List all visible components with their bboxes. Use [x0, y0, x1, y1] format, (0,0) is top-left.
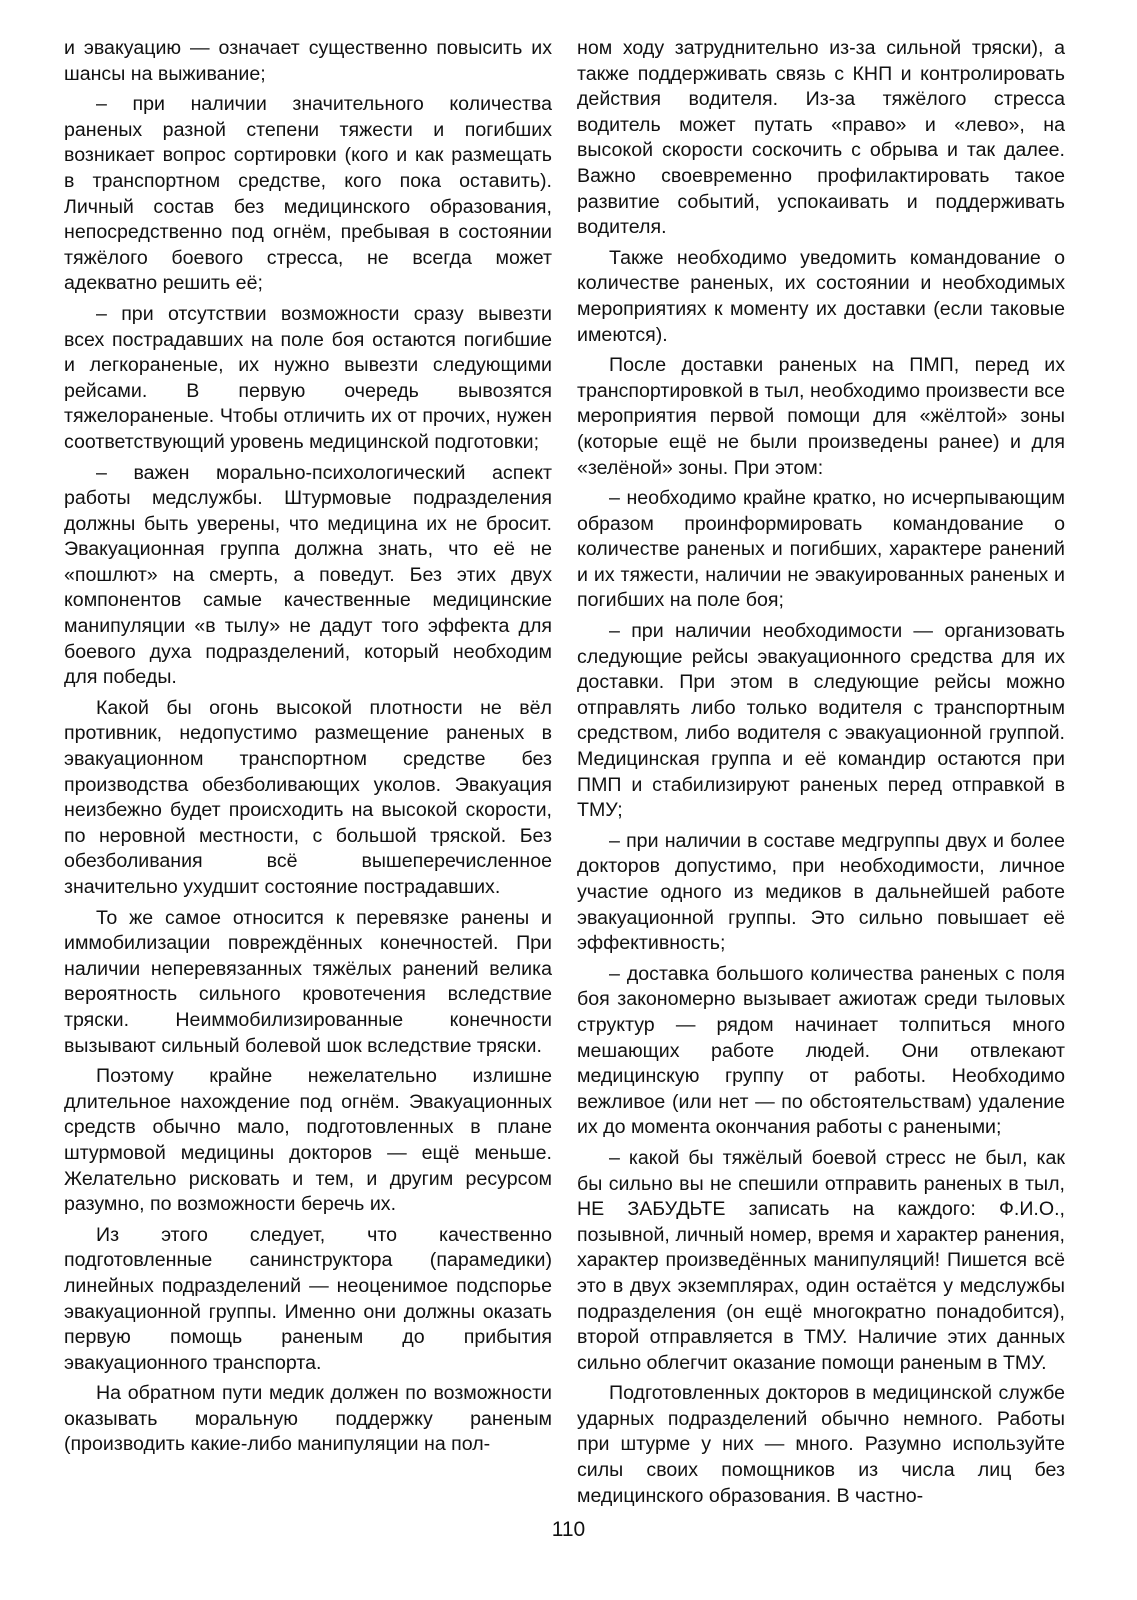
- paragraph: – при наличии значительного количества раненых разной степени тяжести и погибших возникает вопрос сортировки (кого и как размещать в транспортном средстве, кого пока оставить). Личный состав без медицинского образования, непосредственно под огнём, пребывая в состоянии тяжёлого боевого стресса, не всегда может адекватно решить её;: [64, 93, 552, 295]
- paragraph: После доставки раненых на ПМП, перед их транспортировкой в тыл, необходимо произвести все мероприятия первой помощи для «жёлтой» зоны (которые ещё не были произведены ранее) и для «зелёной» зоны. При этом:: [577, 354, 1065, 479]
- paragraph: – при наличии необходимости — организовать следующие рейсы эвакуационного средства для их доставки. При этом в следующие рейсы можно отправлять либо только водителя с транспортным средством, либо водителя с эвакуационной группой. Медицинская группа и её командир остаются при ПМП и стабилизируют раненых перед отправкой в ТМУ;: [577, 620, 1065, 822]
- paragraph: Также необходимо уведомить командование о количестве раненых, их состоянии и необходимых мероприятиях к моменту их доставки (если таковые имеются).: [577, 246, 1065, 346]
- paragraph: и эвакуацию — означает существенно повысить их шансы на выживание;: [64, 37, 552, 85]
- paragraph: – при наличии в составе медгруппы двух и более докторов допустимо, при необходимости, личное участие одного из медиков в дальнейшей работе эвакуационной группы. Это сильно повышает её эффективность;: [577, 829, 1065, 955]
- paragraph: Поэтому крайне нежелательно излишне длительное нахождение под огнём. Эвакуационных средств обычно мало, подготовленных в плане штурмовой медицины докторов — ещё меньше. Желательно рисковать и тем, и другим ресурсом разумно, по возможности беречь их.: [64, 1065, 552, 1216]
- paragraph: На обратном пути медик должен по возможности оказывать моральную поддержку раненым (производить какие-либо манипуляции на пол-: [64, 1382, 552, 1456]
- right-text-column: [577, 36, 1065, 1514]
- paragraph: – доставка большого количества раненых с поля боя закономерно вызывает ажиотаж среди тыловых структур — рядом начинает толпиться много мешающих работе людей. Они отвлекают медицинскую группу от работы. Необходимо вежливое (или нет — по обстоятельствам) удаление их до момента окончания работы с ранеными;: [577, 962, 1065, 1139]
- paragraph: – необходимо крайне кратко, но исчерпывающим образом проинформировать командование о количестве раненых и погибших, характере ранений и их тяжести, наличии не эвакуированных раненых и погибших на поле боя;: [577, 487, 1065, 612]
- paragraph: Подготовленных докторов в медицинской службе ударных подразделений обычно немного. Работы при штурме у них — много. Разумно используйте силы своих помощников из числа лиц без медицинского образования. В частно-: [577, 1382, 1065, 1507]
- paragraph: ном ходу затруднительно из-за сильной тряски), а также поддерживать связь с КНП и контролировать действия водителя. Из-за тяжёлого стресса водитель может путать «право» и «лево», на высокой скорости соскочить с обрыва и так далее. Важно своевременно профилактировать такое развитие событий, успокаивать и поддерживать водителя.: [577, 37, 1065, 239]
- paragraph: – какой бы тяжёлый боевой стресс не был, как бы сильно вы не спешили отправить раненых в тыл, НЕ ЗАБУДЬТЕ записать на каждого: Ф.И.О., позывной, личный номер, время и характер ранения, характер произведённых манипуляций! Пишется всё это в двух экземплярах, один остаётся у медслужбы подразделения (он ещё многократно понадобится), второй отправляется в ТМУ. Наличие этих данных сильно облегчит оказание помощи раненым в ТМУ.: [577, 1146, 1065, 1374]
- paragraph: – важен морально-психологический аспект работы медслужбы. Штурмовые подразделения должны быть уверены, что медицина их не бросит. Эвакуационная группа должна знать, что её не «пошлют» на смерть, а поведут. Без этих двух компонентов самые качественные медицинские манипуляции «в тылу» не дадут того эффекта для боевого духа подразделений, который необходим для победы.: [64, 461, 552, 689]
- left-text-column: [64, 36, 552, 1463]
- paragraph: Из этого следует, что качественно подготовленные санинструктора (парамедики) линейных подразделений — неоценимое подспорье эвакуационной группы. Именно они должны оказать первую помощь раненым до прибытия эвакуационного транспорта.: [64, 1223, 552, 1374]
- page-number: 110: [551, 1518, 586, 1541]
- paragraph: То же самое относится к перевязке ранены и иммобилизации повреждённых конечностей. При наличии неперевязанных тяжёлых ранений велика вероятность сильного кровотечения вследствие тряски. Неиммобилизированные конечности вызывают сильный болевой шок вследствие тряски.: [64, 906, 552, 1057]
- paragraph: – при отсутствии возможности сразу вывезти всех пострадавших на поле боя остаются погибшие и легкораненые, их нужно вывезти следующими рейсами. В первую очередь вывозятся тяжелораненые. Чтобы отличить их от прочих, нужен соответствующий уровень медицинской подготовки;: [64, 302, 552, 453]
- paragraph: Какой бы огонь высокой плотности не вёл противник, недопустимо размещение раненых в эвакуационном транспортном средстве без производства обезболивающих уколов. Эвакуация неизбежно будет происходить на высокой скорости, по неровной местности, с большой тряской. Без обезболивания всё вышеперечисленное значительно ухудшит состояние пострадавших.: [64, 696, 552, 898]
